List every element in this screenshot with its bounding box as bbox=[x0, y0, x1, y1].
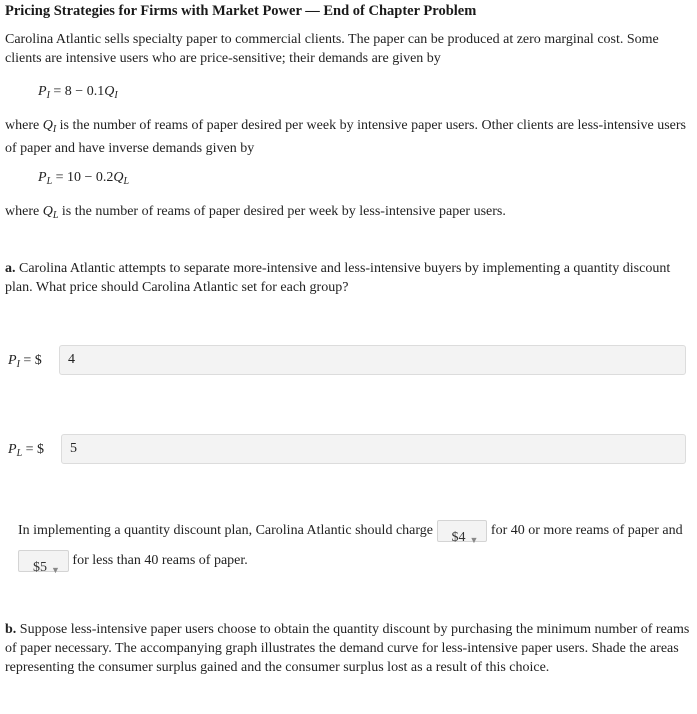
eq2-rhs: = 10 − 0.2 bbox=[52, 170, 114, 185]
where2-pre: where bbox=[5, 204, 43, 219]
price-dropdown-less-than-40[interactable] bbox=[18, 550, 69, 575]
where1-post: is the number of reams of paper desired per week by intensive paper users. Other clients are less-intensive users of paper and have inverse demands given by bbox=[5, 118, 686, 156]
plan-text-3: for less than 40 reams of paper. bbox=[72, 553, 248, 568]
part-b-text: Suppose less-intensive paper users choose to obtain the quantity discount by purchasing the minimum number of reams of paper necessary. The accompanying graph illustrates the demand curve for less-intensive paper users. Shade the areas representing the consumer surplus gained and the consumer surplus lost as a result of this choice. bbox=[5, 622, 690, 675]
plan-text-2: for 40 or more reams of paper and bbox=[490, 523, 683, 538]
answer-pl-label bbox=[8, 442, 44, 459]
eq1-quantity-subscript: I bbox=[114, 90, 118, 101]
answer-pi-subscript: I bbox=[16, 359, 20, 370]
answer-pi-input[interactable]: 4 bbox=[59, 345, 686, 375]
where2-post: is the number of reams of paper desired per week by less-intensive paper users. bbox=[58, 204, 506, 219]
part-b-label: b. bbox=[5, 622, 17, 637]
answer-pl-input[interactable]: 5 bbox=[61, 434, 686, 464]
price-dropdown-40-or-more[interactable] bbox=[437, 520, 488, 545]
page-title: Pricing Strategies for Firms with Market Power — End of Chapter Problem bbox=[5, 3, 477, 19]
eq2-price-subscript: L bbox=[46, 176, 53, 187]
plan-text-1: In implementing a quantity discount plan, Carolina Atlantic should charge bbox=[18, 523, 433, 538]
part-a-label: a. bbox=[5, 261, 16, 276]
answer-pl-equals: = $ bbox=[22, 442, 45, 457]
eq2-quantity-symbol: Q bbox=[113, 170, 124, 185]
intro-paragraph: Carolina Atlantic sells specialty paper to commercial clients. The paper can be produced at zero marginal cost. Some clients are intensive users who are price-sensitive; their demands are given by bbox=[5, 32, 659, 66]
eq1-price-symbol: P bbox=[38, 84, 47, 99]
part-a-text: Carolina Atlantic attempts to separate more-intensive and less-intensive buyers by implementing a quantity discount plan. What price should Carolina Atlantic set for each group? bbox=[5, 261, 671, 295]
where2-quantity-subscript: L bbox=[52, 210, 59, 221]
answer-pi-symbol: P bbox=[8, 353, 17, 368]
answer-pi-equals: = $ bbox=[19, 353, 42, 368]
where1-quantity-subscript: I bbox=[52, 124, 57, 135]
chevron-down-icon: ▼ bbox=[51, 564, 60, 575]
eq1-price-subscript: I bbox=[46, 90, 50, 101]
eq1-quantity-symbol: Q bbox=[104, 84, 115, 99]
demand-equation-less-intensive bbox=[38, 170, 129, 187]
where-less-intensive-paragraph bbox=[5, 202, 695, 225]
where1-pre: where bbox=[5, 118, 43, 133]
answer-pl-subscript: L bbox=[16, 448, 23, 459]
where1-quantity-symbol: Q bbox=[42, 118, 53, 133]
where2-quantity-symbol: Q bbox=[42, 204, 53, 219]
demand-equation-intensive bbox=[38, 84, 118, 101]
answer-pl-symbol: P bbox=[8, 442, 17, 457]
dropdown1-value: $4 bbox=[451, 529, 466, 545]
eq2-price-symbol: P bbox=[38, 170, 47, 185]
answer-pi-label bbox=[8, 353, 42, 370]
where-intensive-paragraph bbox=[5, 116, 695, 158]
eq2-quantity-subscript: L bbox=[123, 176, 130, 187]
dropdown2-value: $5 bbox=[33, 559, 47, 575]
chevron-down-icon: ▼ bbox=[469, 534, 479, 545]
eq1-rhs: = 8 − 0.1 bbox=[49, 84, 105, 99]
part-a-question bbox=[5, 259, 695, 297]
quantity-discount-plan-sentence bbox=[18, 516, 688, 576]
part-b-question bbox=[5, 620, 695, 677]
